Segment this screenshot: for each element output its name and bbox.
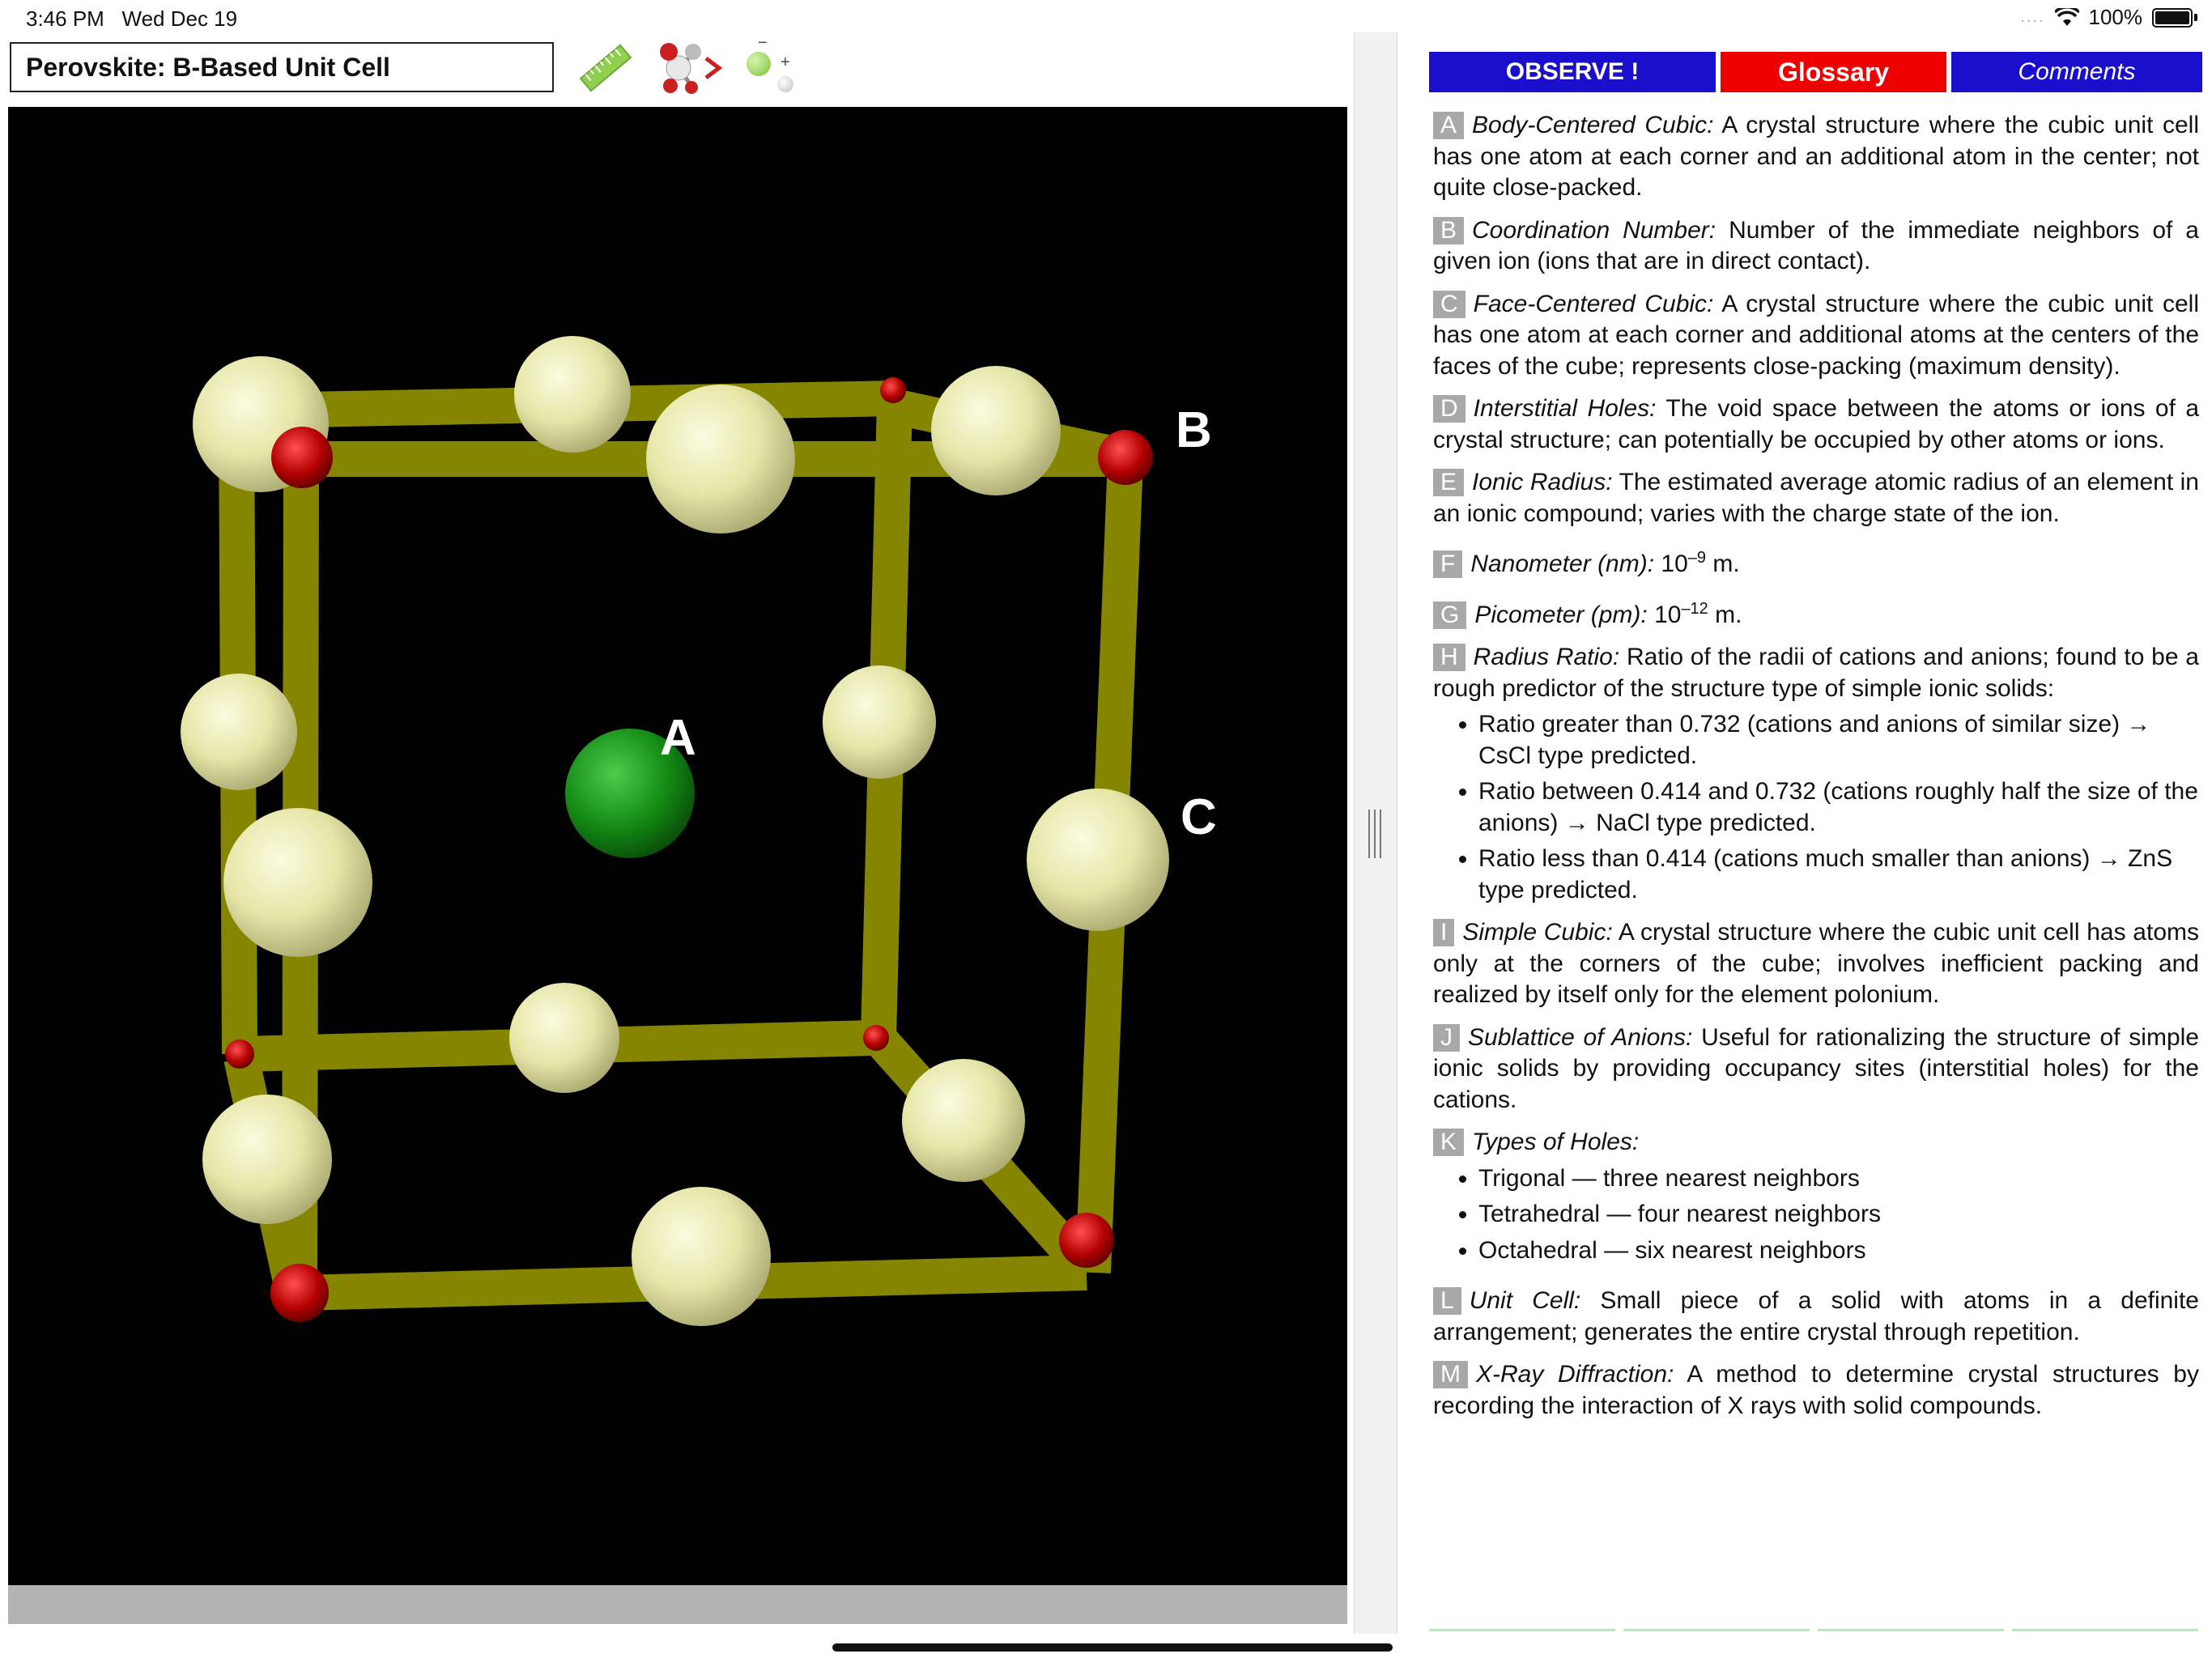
entry-letter: I: [1433, 919, 1454, 946]
glossary-entry-f: [1433, 549, 2199, 580]
bullet-list: [1433, 1163, 2199, 1267]
battery-cap: [2194, 14, 2197, 21]
bullet-list: [1433, 709, 2199, 906]
page-title: Perovskite: B-Based Unit Cell: [10, 42, 554, 92]
entry-term: Radius Ratio:: [1473, 644, 1620, 670]
glossary-entry-h: [1433, 642, 2199, 906]
list-item: • Ratio less than 0.414 (cations much smaller than anions) → ZnS type predicted.: [1478, 844, 2199, 906]
entry-letter: D: [1433, 395, 1465, 423]
entry-letter: G: [1433, 602, 1466, 629]
bottom-line: [1623, 1629, 1810, 1631]
list-item: • Octahedral — six nearest neighbors: [1478, 1235, 2199, 1267]
ruler-icon[interactable]: [573, 36, 638, 100]
entry-letter: F: [1433, 551, 1462, 578]
small-atom-icon: [777, 76, 793, 92]
tab-observe[interactable]: OBSERVE !: [1429, 52, 1716, 92]
atom-size-icon[interactable]: [745, 34, 802, 104]
entry-term: Ionic Radius:: [1472, 469, 1613, 495]
entry-term: Body-Centered Cubic:: [1472, 112, 1714, 138]
status-time: 3:46 PM Wed Dec 19: [26, 6, 238, 31]
glossary-entry-k: [1433, 1127, 2199, 1266]
entry-definition: Number of the immediate neighbors of a given ion (ions that are in direct contact).: [1433, 216, 2199, 274]
signal-dots: ....: [2020, 8, 2045, 26]
tab-bar: [1429, 52, 2202, 92]
glossary-entry-g: [1433, 600, 2199, 631]
entry-letter: B: [1433, 217, 1464, 244]
tab-comments[interactable]: Comments: [1951, 52, 2202, 92]
size-minus-label: −: [758, 34, 768, 52]
entry-unit: m.: [1712, 551, 1740, 577]
list-item: • Ratio between 0.414 and 0.732 (cations roughly half the size of the anions) → NaCl type predicted.: [1478, 776, 2199, 839]
entry-letter: L: [1433, 1287, 1461, 1315]
entry-letter: E: [1433, 469, 1464, 496]
glossary-entry-a: [1433, 110, 2199, 204]
viewer-bottom-bar: [8, 1585, 1347, 1624]
glossary-entry-e: [1433, 467, 2199, 529]
unit-cell-render[interactable]: [8, 107, 1347, 1585]
entry-definition: The estimated average atomic radius of an element in an ionic compound; varies with the charge state of the ion.: [1433, 469, 2199, 527]
entry-definition: Small piece of a solid with atoms in a definite arrangement; generates the entire crystal through repetition.: [1433, 1287, 2199, 1346]
molecule-viewer[interactable]: [8, 107, 1347, 1585]
list-item: • Ratio greater than 0.732 (cations and anions of similar size) → CsCl type predicted.: [1478, 709, 2199, 772]
glossary-list: [1433, 110, 2199, 1433]
entry-definition: A crystal structure where the cubic unit cell has atoms only at the corners of the cube; involves inefficient packing and realized by itself only for the element polonium.: [1433, 919, 2199, 1008]
tab-glossary[interactable]: Glossary: [1721, 52, 1946, 92]
entry-definition: Ratio of the radii of cations and anions; found to be a rough predictor of the structure type of simple ionic solids:: [1433, 644, 2199, 702]
entry-term: Coordination Number:: [1472, 216, 1716, 244]
entry-letter: H: [1433, 644, 1465, 671]
entry-letter: M: [1433, 1361, 1468, 1388]
entry-definition: Useful for rationalizing the structure of simple ionic solids by providing occupancy sites (interstitial holes) for the cations.: [1433, 1023, 2199, 1113]
entry-term: Face-Centered Cubic:: [1473, 290, 1714, 317]
entry-letter: K: [1433, 1129, 1464, 1156]
entry-definition: A crystal structure where the cubic unit cell has one atom at each corner and an additional atom in the center; not quite close-packed.: [1433, 112, 2199, 201]
entry-term: Sublattice of Anions:: [1468, 1023, 1693, 1051]
entry-term: Picometer (pm):: [1474, 601, 1648, 628]
glossary-entry-j: [1433, 1022, 2199, 1116]
status-bar: [0, 0, 2212, 36]
entry-exponent: –12: [1681, 599, 1708, 618]
list-item: • Trigonal — three nearest neighbors: [1478, 1163, 2199, 1195]
list-item: • Tetrahedral — four nearest neighbors: [1478, 1199, 2199, 1231]
entry-term: Unit Cell:: [1469, 1287, 1581, 1314]
entry-definition: A method to determine crystal structures by recording the interaction of X rays with solid compounds.: [1433, 1361, 2199, 1419]
entry-term: Nanometer (nm):: [1470, 551, 1655, 577]
molecule-model-icon[interactable]: [654, 36, 727, 100]
entry-definition: The void space between the atoms or ions of a crystal structure; can potentially be occupied by other atoms or ions.: [1433, 395, 2200, 453]
entry-term: Simple Cubic:: [1462, 919, 1613, 946]
wifi-icon: [2055, 8, 2079, 28]
glossary-entry-b: [1433, 215, 2199, 278]
size-plus-label: +: [781, 53, 790, 71]
bottom-tab-lines: [1429, 1629, 2198, 1632]
status-date: Wed Dec 19: [121, 6, 238, 31]
entry-unit: m.: [1715, 601, 1742, 628]
status-right: [2020, 5, 2197, 30]
entry-exponent: –9: [1687, 549, 1707, 567]
entry-base: 10: [1661, 551, 1688, 577]
label-a: A: [660, 710, 696, 766]
glossary-entry-m: [1433, 1359, 2199, 1422]
entry-term: Types of Holes:: [1472, 1129, 1640, 1155]
label-b: B: [1176, 402, 1212, 458]
label-c: C: [1180, 789, 1217, 845]
entry-letter: C: [1433, 291, 1465, 318]
bottom-line: [2012, 1629, 2198, 1631]
entry-letter: A: [1433, 112, 1464, 139]
glossary-entry-c: [1433, 289, 2199, 383]
bottom-line: [1818, 1629, 2004, 1631]
entry-base: 10: [1654, 601, 1682, 628]
glossary-entry-d: [1433, 393, 2199, 456]
entry-letter: J: [1433, 1024, 1460, 1052]
entry-term: X-Ray Diffraction:: [1476, 1361, 1674, 1388]
entry-term: Interstitial Holes:: [1473, 395, 1657, 422]
large-atom-icon: [747, 52, 771, 76]
splitter-grip-icon[interactable]: [1368, 810, 1381, 858]
entry-definition: A crystal structure where the cubic unit cell has one atom at each corner and additional atoms at the centers of the faces of the cube; represents close-packing (maximum density).: [1433, 290, 2199, 380]
bottom-line: [1429, 1629, 1615, 1631]
glossary-entry-i: [1433, 917, 2199, 1011]
battery-icon: [2152, 8, 2193, 28]
battery-percent: 100%: [2088, 5, 2142, 29]
home-indicator[interactable]: [832, 1643, 1393, 1652]
glossary-entry-l: [1433, 1286, 2199, 1348]
